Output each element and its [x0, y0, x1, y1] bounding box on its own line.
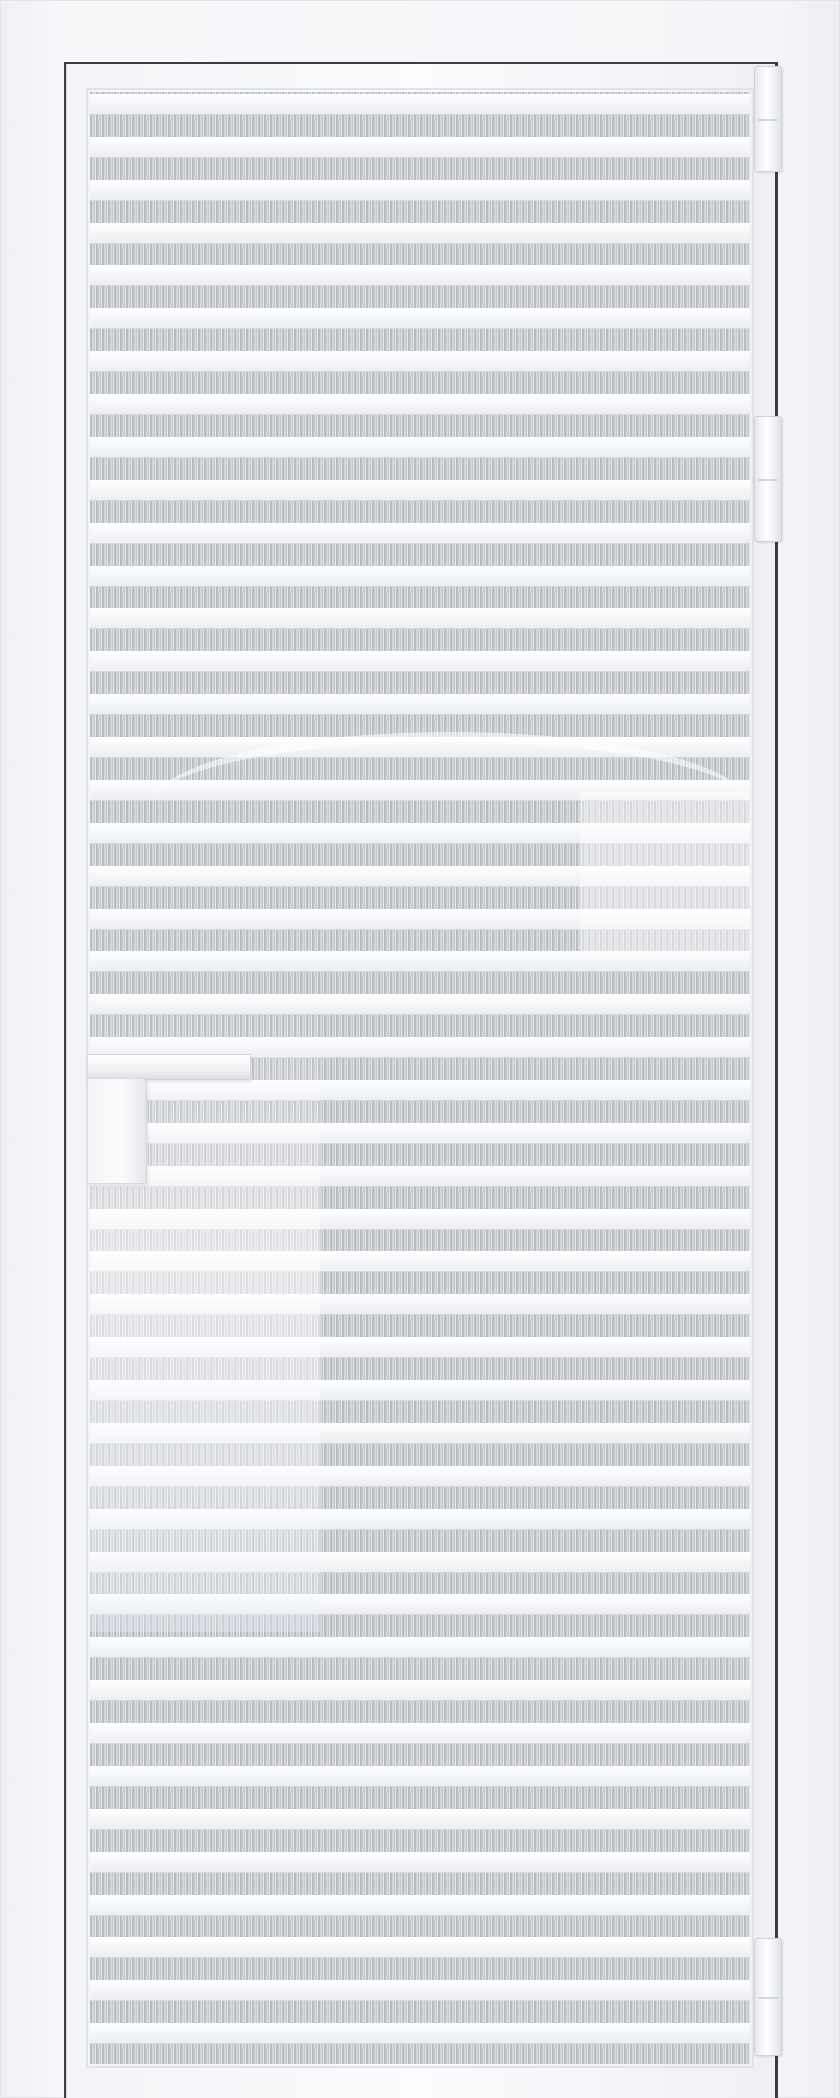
glass-slat	[90, 1552, 750, 1573]
glass-slat	[90, 1166, 750, 1187]
glass-slat	[90, 1937, 750, 1958]
glass-slat	[90, 265, 750, 286]
hinge-top-icon	[754, 66, 782, 172]
hinge-bottom-icon	[754, 1938, 782, 2056]
glass-slat	[90, 308, 750, 329]
glass-slat	[90, 780, 750, 801]
glass-slat	[90, 1809, 750, 1830]
glass-slat	[90, 1509, 750, 1530]
glass-slat	[90, 1123, 750, 1144]
glass-slat	[90, 994, 750, 1015]
glass-slat	[90, 523, 750, 544]
glass-slat	[90, 1466, 750, 1487]
glass-slat	[90, 1895, 750, 1916]
glass-slat	[90, 1723, 750, 1744]
glass-slat	[90, 1380, 750, 1401]
glass-slat	[90, 566, 750, 587]
glass-slat	[90, 137, 750, 158]
hinge-middle-icon	[754, 416, 782, 542]
glass-slat	[90, 1680, 750, 1701]
glass-slat	[90, 1637, 750, 1658]
glass-slat	[90, 1080, 750, 1101]
glass-slat	[90, 1594, 750, 1615]
door-handle-plate[interactable]	[88, 1078, 147, 1184]
glass-slat	[90, 1766, 750, 1787]
glass-slat	[90, 180, 750, 201]
glass-slat	[90, 1423, 750, 1444]
glass-slat	[90, 651, 750, 672]
glass-slat	[90, 1852, 750, 1873]
glass-slat	[90, 437, 750, 458]
door-handle-lever[interactable]	[88, 1054, 251, 1080]
glass-slat	[90, 1294, 750, 1315]
glass-slat	[90, 480, 750, 501]
glass-slat	[90, 351, 750, 372]
glass-slat	[90, 394, 750, 415]
glass-slat	[90, 1980, 750, 2001]
glass-slat	[90, 94, 750, 115]
glass-slat	[90, 694, 750, 715]
glass-slat	[90, 2023, 750, 2044]
glass-slat	[90, 823, 750, 844]
glass-slat	[90, 1209, 750, 1230]
glass-slat	[90, 909, 750, 930]
glass-slat	[90, 608, 750, 629]
glass-slat	[90, 1251, 750, 1272]
glass-slat	[90, 1337, 750, 1358]
glass-slat	[90, 223, 750, 244]
glass-slat	[90, 951, 750, 972]
glass-slat	[90, 866, 750, 887]
glass-slat	[90, 737, 750, 758]
